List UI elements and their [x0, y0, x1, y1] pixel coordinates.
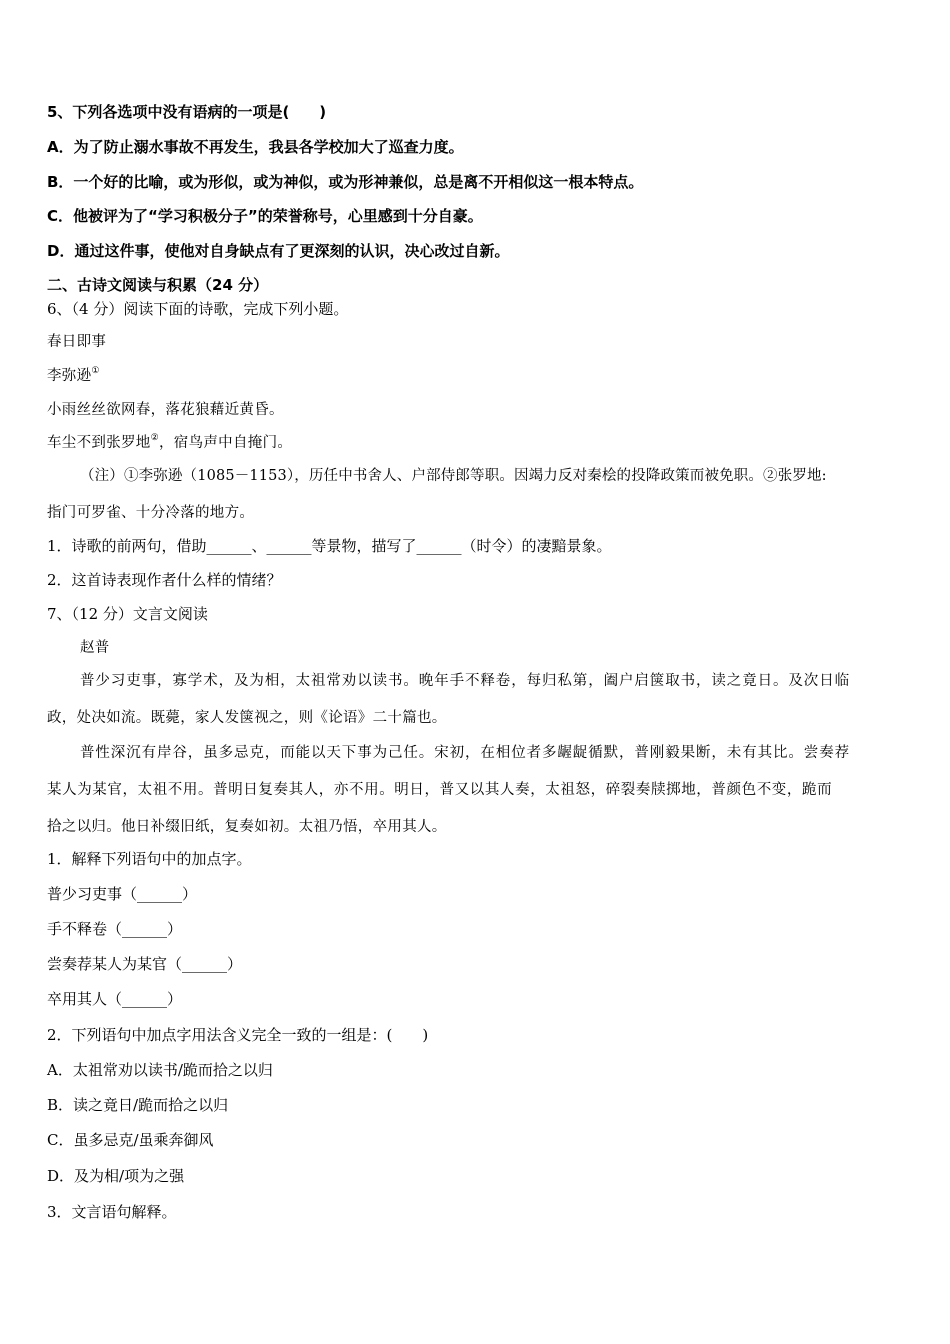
passage-title: 赵普 [80, 640, 110, 656]
q6-sub2: 2．这首诗表现作者什么样的情绪？ [47, 571, 282, 589]
passage-p2-line1: 普性深沉有岸谷，虽多忌克，而能以天下事为己任。宋初，在相位者多龌龊循默，普刚毅果断，未有其比。尝奏荐 [80, 745, 850, 761]
q5-option-d: D．通过这件事，使他对自身缺点有了更深刻的认识，决心改过自新。 [47, 242, 510, 260]
poem-title: 春日即事 [47, 334, 107, 350]
q5-stem: 5、下列各选项中没有语病的一项是( ) [47, 103, 327, 121]
passage-p1-line2: 政，处决如流。既薨，家人发箧视之，则《论语》二十篇也。 [47, 710, 447, 726]
q7-sub2: 2．下列语句中加点字用法含义完全一致的一组是：( ) [47, 1026, 429, 1044]
q5-option-c: C．他被评为了“学习积极分子”的荣誉称号，心里感到十分自豪。 [47, 207, 483, 225]
poem-author-name: 李弥逊 [47, 368, 92, 384]
poem-line-2-a: 车尘不到张罗地 [47, 435, 151, 451]
q6-stem: 6、（4 分）阅读下面的诗歌，完成下列小题。 [47, 300, 349, 318]
q7-sub2-option-b: B．读之竟日/跪而拾之以归 [47, 1096, 229, 1114]
poem-line-2-b: ，宿鸟声中自掩门。 [158, 435, 293, 451]
q7-sub1-item-3: 尝奏荐某人为某官（______） [47, 955, 243, 973]
section2-heading: 二、古诗文阅读与积累（24 分） [47, 276, 269, 294]
passage-p2-line2: 某人为某官，太祖不用。普明日复奏其人，亦不用。明日，普又以其人奏，太祖怒，碎裂奏牍掷地，普颜色不变，跪而 [47, 782, 833, 798]
poem-line-2 [47, 433, 292, 453]
footnote-mark-2: ② [150, 433, 159, 443]
q7-sub2-option-d: D．及为相/项为之强 [47, 1167, 185, 1185]
poem-note-line-1: （注）①李弥逊（1085－1153），历任中书舍人、户部侍郎等职。因竭力反对秦桧的投降政策而被免职。②张罗地: [80, 468, 827, 484]
passage-p2-line3: 拾之以归。他日补缀旧纸，复奏如初。太祖乃悟，卒用其人。 [47, 819, 447, 835]
q5-option-a: A．为了防止溺水事故不再发生，我县各学校加大了巡查力度。 [47, 138, 464, 156]
q6-sub1: 1．诗歌的前两句，借助______、______等景物，描写了______（时令）的凄黯景象。 [47, 537, 612, 555]
q7-sub2-option-a: A．太祖常劝以读书/跪而拾之以归 [47, 1061, 273, 1079]
poem-author [47, 366, 100, 386]
q7-sub1-item-1: 普少习吏事（______） [47, 885, 198, 903]
q7-sub1-item-4: 卒用其人（______） [47, 990, 183, 1008]
passage-p1-line1: 普少习吏事，寡学术，及为相，太祖常劝以读书。晚年手不释卷，每归私第，阖户启箧取书，读之竟日。及次日临 [80, 673, 850, 689]
q7-sub1: 1．解释下列语句中的加点字。 [47, 850, 252, 868]
q7-sub3: 3．文言语句解释。 [47, 1203, 177, 1221]
q5-option-b: B．一个好的比喻，或为形似，或为神似，或为形神兼似，总是离不开相似这一根本特点。 [47, 173, 644, 191]
q7-stem: 7、（12 分）文言文阅读 [47, 605, 208, 623]
footnote-mark-1: ① [91, 366, 100, 376]
poem-line-1: 小雨丝丝欲网春，落花狼藉近黄昏。 [47, 402, 284, 418]
q7-sub1-item-2: 手不释卷（______） [47, 920, 183, 938]
q7-sub2-option-c: C．虽多忌克/虽乘奔御风 [47, 1131, 214, 1149]
poem-note-line-2: 指门可罗雀、十分冷落的地方。 [47, 505, 255, 521]
